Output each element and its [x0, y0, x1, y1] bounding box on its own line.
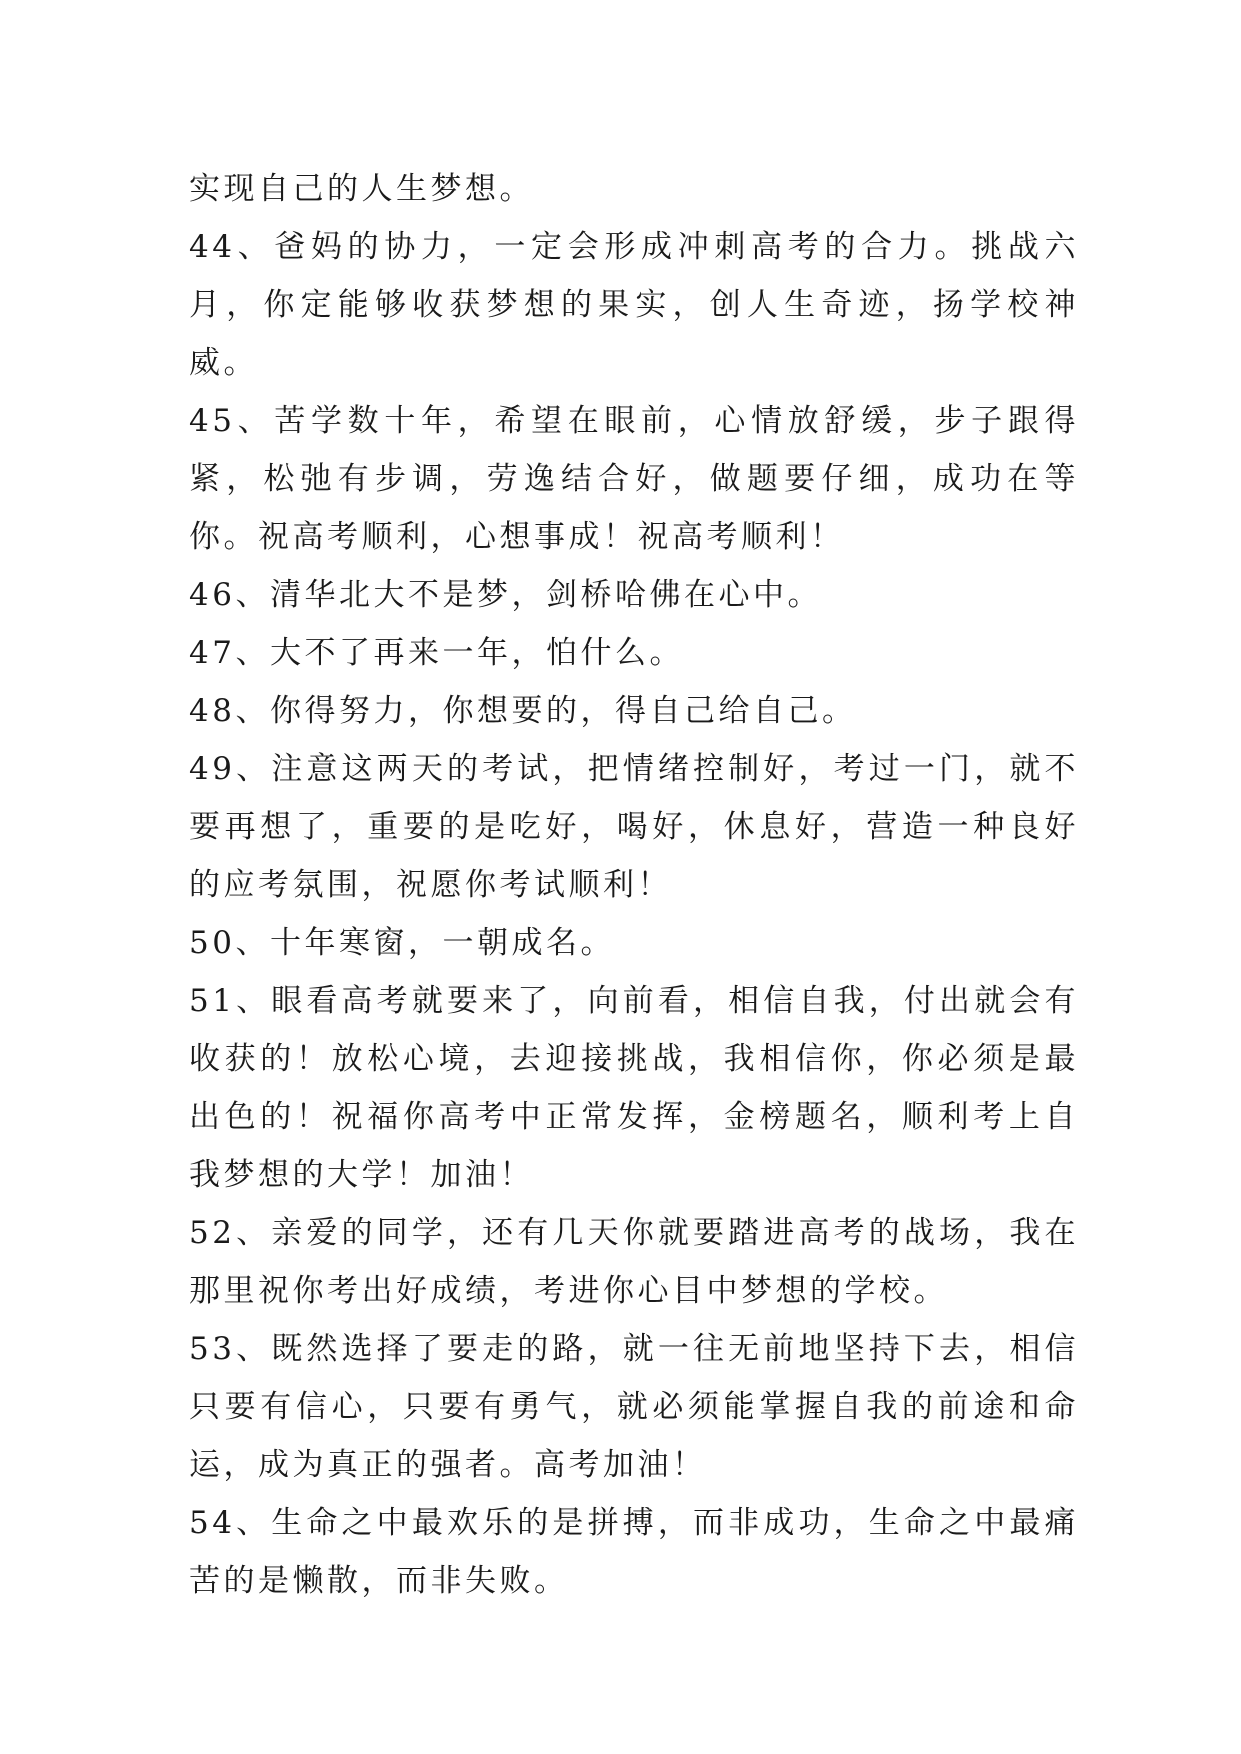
list-item-46: 46、清华北大不是梦，剑桥哈佛在心中。 — [189, 577, 822, 613]
list-item-49: 49、注意这两天的考试，把情绪控制好，考过一门，就不要再想了，重要的是吃好，喝好，休息好，营造一种良好的应考氛围，祝愿你考试顺利！ — [189, 751, 1079, 903]
list-item-52: 52、亲爱的同学，还有几天你就要踏进高考的战场，我在那里祝你考出好成绩，考进你心目中梦想的学校。 — [189, 1215, 1079, 1309]
list-item-50: 50、十年寒窗，一朝成名。 — [189, 925, 615, 961]
list-item-53: 53、既然选择了要走的路，就一往无前地坚持下去，相信只要有信心，只要有勇气，就必须能掌握自我的前途和命运，成为真正的强者。高考加油！ — [189, 1331, 1079, 1483]
list-item-48: 48、你得努力，你想要的，得自己给自己。 — [189, 693, 857, 729]
list-item-51: 51、眼看高考就要来了，向前看，相信自我，付出就会有收获的！放松心境，去迎接挑战，我相信你，你必须是最出色的！祝福你高考中正常发挥，金榜题名，顺利考上自我梦想的大学！加油！ — [189, 983, 1079, 1193]
document-body — [189, 160, 1079, 1610]
paragraph-continuation: 实现自己的人生梦想。 — [189, 171, 534, 207]
list-item-44: 44、爸妈的协力，一定会形成冲刺高考的合力。挑战六月，你定能够收获梦想的果实，创人生奇迹，扬学校神威。 — [189, 229, 1079, 381]
list-item-54: 54、生命之中最欢乐的是拼搏，而非成功，生命之中最痛苦的是懒散，而非失败。 — [189, 1505, 1079, 1599]
list-item-45: 45、苦学数十年，希望在眼前，心情放舒缓，步子跟得紧，松弛有步调，劳逸结合好，做题要仔细，成功在等你。祝高考顺利，心想事成！祝高考顺利！ — [189, 403, 1079, 555]
list-item-47: 47、大不了再来一年，怕什么。 — [189, 635, 684, 671]
